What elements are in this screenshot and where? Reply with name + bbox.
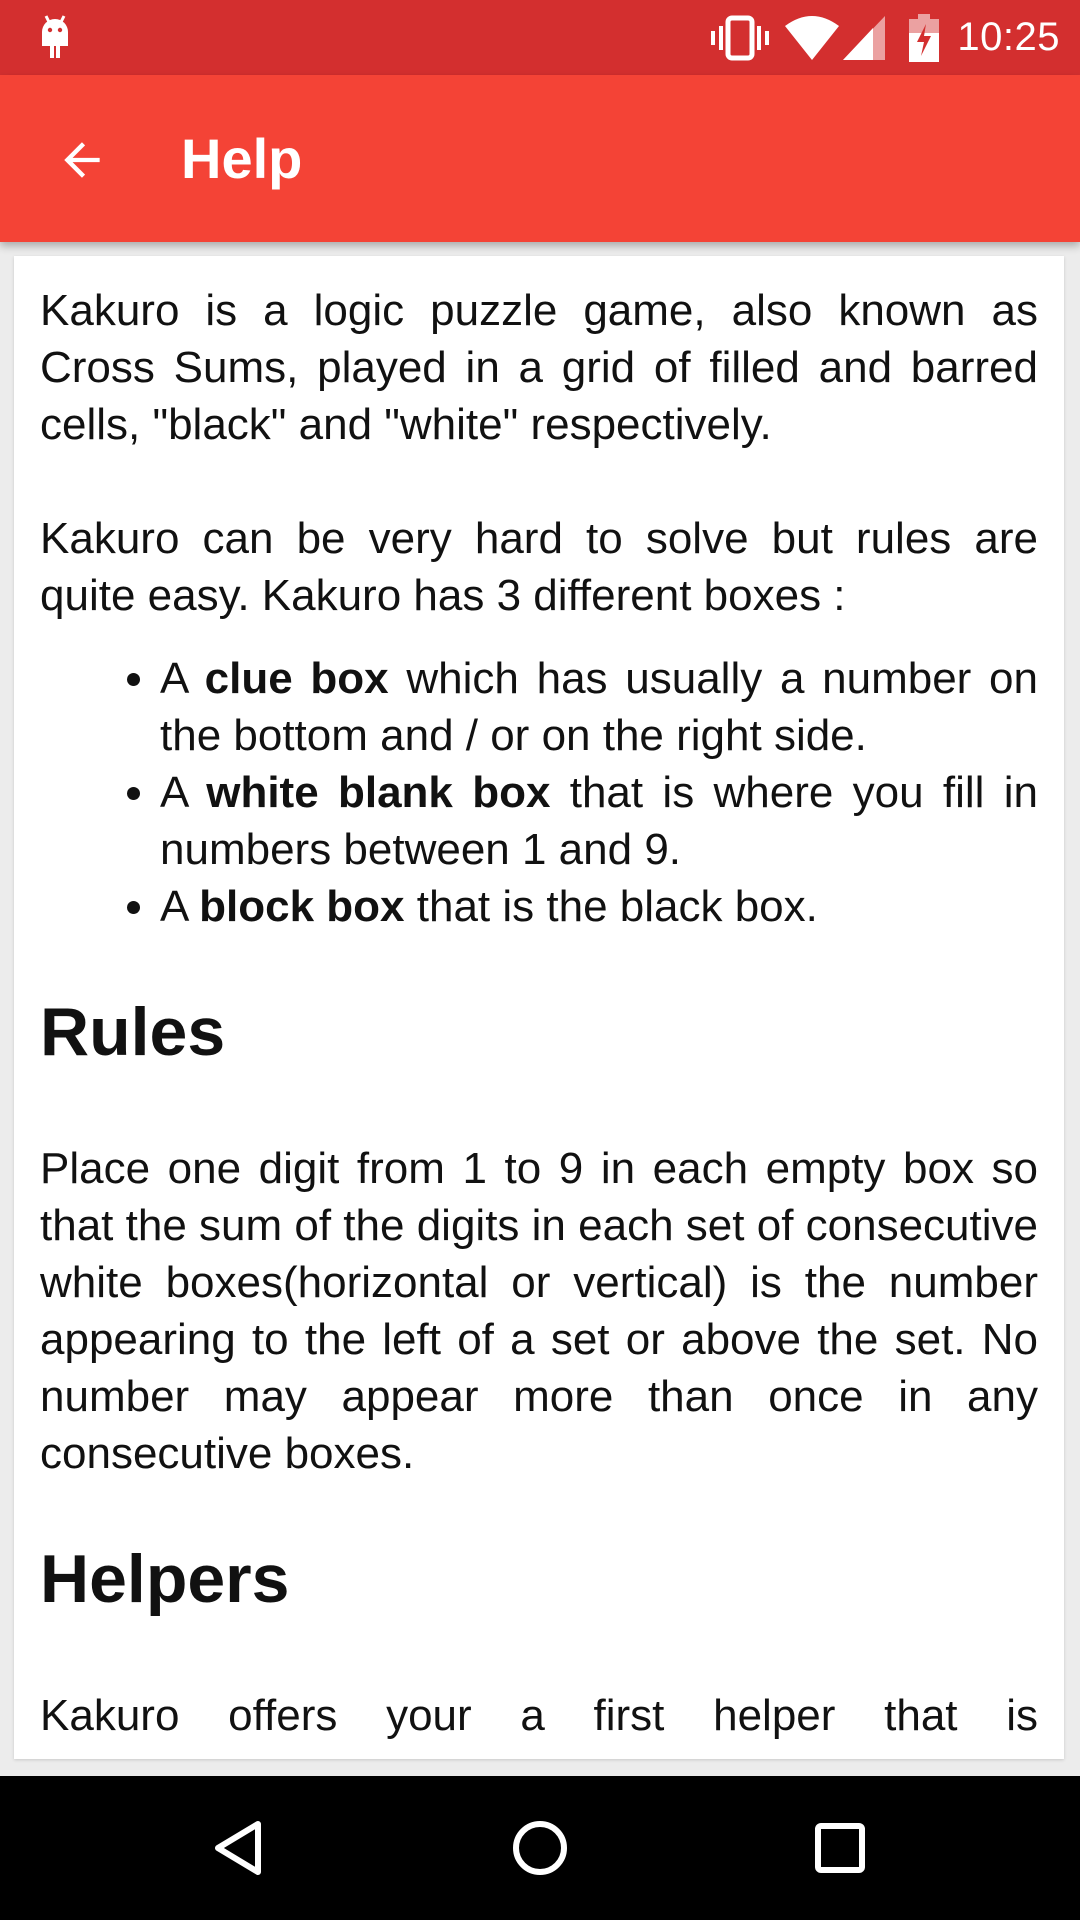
intro-paragraph-1: Kakuro is a logic puzzle game, also known as Cross Sums, played in a grid of filled and barred cells, "black" and "white" respectively. — [40, 286, 1038, 449]
list-item: • A block box that is the black box. — [160, 878, 1038, 935]
arrow-back-icon — [58, 135, 108, 185]
intro-paragraph-2: Kakuro can be very hard to solve but rules are quite easy. Kakuro has 3 different boxes : — [40, 514, 1038, 620]
page-title: Help — [181, 127, 303, 190]
rules-paragraph: Place one digit from 1 to 9 in each empty box so that the sum of the digits in each set of consecutive white boxes(horizontal or vertical) is the number appearing to the left of a set or above the set. No number may appear more than once in any consecutive boxes. — [40, 1144, 1038, 1478]
android-debug-icon — [38, 14, 72, 62]
list-item: • A white blank box that is where you fill in numbers between 1 and 9. — [160, 764, 1038, 878]
status-bar — [0, 0, 1080, 75]
app-bar — [0, 75, 1080, 242]
list-item: • A clue box which has usually a number on the bottom and / or on the right side. — [160, 650, 1038, 764]
home-circle-icon — [510, 1818, 570, 1878]
back-button[interactable] — [38, 115, 128, 205]
vibrate-icon — [711, 15, 769, 61]
recents-square-icon — [810, 1818, 870, 1878]
help-content — [14, 256, 1064, 1744]
help-content-card[interactable] — [14, 256, 1064, 1759]
back-triangle-icon — [210, 1818, 270, 1878]
nav-home-button[interactable] — [495, 1803, 585, 1893]
box-types-list — [40, 650, 1038, 935]
helpers-paragraph: Kakuro offers your a first helper that is — [40, 1691, 1038, 1740]
status-time: 10:25 — [957, 15, 1060, 59]
wifi-icon — [785, 16, 839, 60]
rules-heading: Rules — [40, 994, 226, 1070]
battery-charging-icon — [909, 14, 939, 62]
helpers-heading: Helpers — [40, 1541, 290, 1617]
navigation-bar — [0, 1776, 1080, 1920]
nav-back-button[interactable] — [195, 1803, 285, 1893]
signal-icon — [843, 16, 885, 60]
nav-recents-button[interactable] — [795, 1803, 885, 1893]
